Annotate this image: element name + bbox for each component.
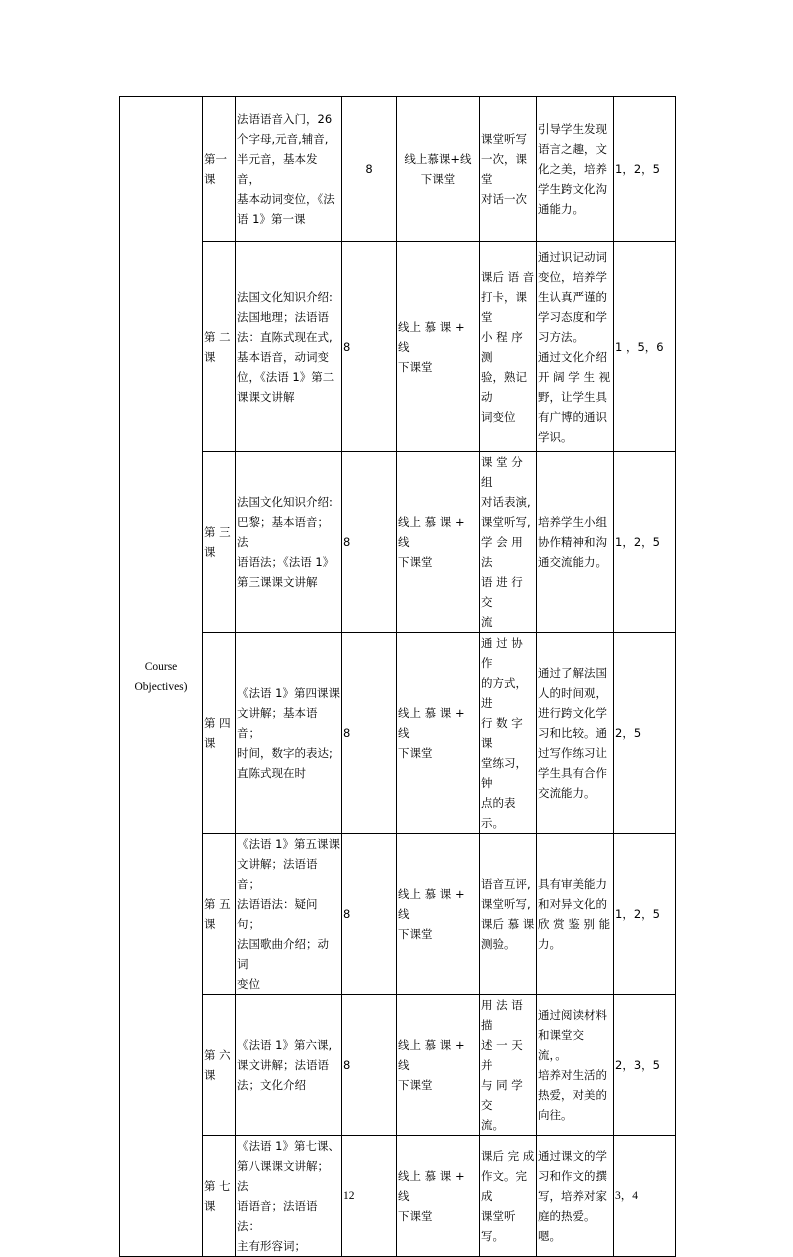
goal-cell-line: 变位，培养学	[538, 269, 607, 284]
goal-cell-line: 通过课文的学	[538, 1149, 607, 1163]
content-cell-line: 语语法；《法语 1》	[237, 555, 335, 569]
assessment-cell-line: 课堂听写,	[481, 515, 531, 529]
assessment-cell-line: 述 一 天 并	[481, 1038, 523, 1072]
assessment-cell	[480, 97, 537, 242]
goal-cell-line: 培养学生小组	[538, 515, 607, 529]
goal-cell-line: 过写作练习让	[538, 746, 607, 760]
goal-cell-line: 通过了解法国	[538, 666, 607, 680]
method-cell-line: 线上慕课+线	[404, 152, 472, 166]
goal-cell-line: 学习态度和学	[538, 309, 607, 324]
hours-cell: 8	[342, 242, 397, 452]
goal-cell-line: 化之美，培养	[538, 162, 607, 176]
content-cell	[236, 452, 342, 633]
goal-cell	[537, 633, 614, 834]
goal-cell-line: 通能力。	[538, 202, 584, 216]
method-cell	[397, 834, 480, 995]
hours-cell: 12	[342, 1136, 397, 1257]
course-schedule-table	[119, 96, 676, 1257]
goal-cell	[537, 995, 614, 1136]
content-cell-line: 法；文化介绍	[237, 1078, 306, 1092]
goal-cell	[537, 242, 614, 452]
table-row	[120, 633, 676, 834]
assessment-cell-line: 课 堂 分 组	[481, 455, 523, 489]
content-cell	[236, 97, 342, 242]
assessment-cell-line: 测验。	[481, 937, 516, 951]
method-cell-line: 线上 慕 课 + 线	[398, 1038, 465, 1072]
goal-cell-line: 向往。	[538, 1108, 573, 1122]
content-cell-line: 课文讲解；法语语	[237, 1058, 329, 1072]
goal-cell-line: 和课堂交流，。	[538, 1028, 584, 1062]
assessment-cell	[480, 834, 537, 995]
content-cell-line: 文讲解；法语语音；	[237, 857, 318, 891]
content-cell-line: 半元音，基本发音，	[237, 152, 318, 186]
goal-cell-line: 野，让学生具	[538, 389, 607, 404]
method-cell-line: 下课堂	[398, 746, 433, 760]
content-cell-line: 法语语音入门，26	[237, 112, 333, 126]
content-cell-line: 《法语 1》第五课课	[237, 837, 340, 851]
lesson-cell	[203, 834, 236, 995]
table-row	[120, 242, 676, 452]
goal-cell-line: 进行跨文化学	[538, 706, 607, 720]
content-cell-line: 位，《法语 1》第二	[237, 369, 335, 384]
assessment-cell-line: 小 程 序 测	[481, 329, 523, 364]
content-cell-line: 第八课课文讲解；法	[237, 1159, 329, 1193]
assessment-cell-line: 课堂听写,	[481, 897, 531, 911]
method-cell-line: 下课堂	[398, 359, 433, 374]
content-cell-line: 语语音；法语语法：	[237, 1199, 318, 1233]
objectives-header-line: Course	[144, 660, 178, 673]
content-cell-line: 法：直陈式现在式,	[237, 329, 333, 344]
method-cell-line: 线上 慕 课 + 线	[398, 706, 465, 740]
assessment-cell-line: 堂练习，钟	[481, 756, 527, 790]
lesson-cell-line: 第 二	[204, 329, 231, 344]
content-cell-line: 时间，数字的表达;	[237, 746, 333, 760]
content-cell	[236, 242, 342, 452]
lesson-cell-line: 课	[204, 736, 216, 750]
assessment-cell	[480, 452, 537, 633]
goal-cell-line: 热爱，对美的	[538, 1088, 607, 1102]
targets-cell: 2，3，5	[614, 995, 676, 1136]
assessment-cell	[480, 633, 537, 834]
assessment-cell-line: 课堂听写	[481, 132, 527, 146]
targets-cell: 2，5	[614, 633, 676, 834]
lesson-cell	[203, 995, 236, 1136]
content-cell-line: 文讲解；基本语音；	[237, 706, 318, 740]
content-cell-line: 法语语法：疑问句；	[237, 897, 318, 931]
lesson-cell-line: 第一	[204, 152, 227, 166]
assessment-cell-line: 语 进 行 交	[481, 575, 523, 609]
hours-cell: 8	[342, 97, 397, 242]
method-cell-line: 下课堂	[398, 927, 433, 941]
goal-cell-line: 力。	[538, 937, 561, 951]
assessment-cell-line: 行 数 字 课	[481, 716, 523, 750]
method-cell-line: 下课堂	[398, 555, 433, 569]
method-cell-line: 线上 慕 课 + 线	[398, 319, 465, 354]
lesson-cell	[203, 1136, 236, 1257]
goal-cell-line: 协作精神和沟	[538, 535, 607, 549]
method-cell	[397, 242, 480, 452]
method-cell-line: 下课堂	[420, 172, 456, 186]
table-row	[120, 97, 676, 242]
objectives-header-line: Objectives)	[134, 680, 188, 693]
goal-cell-line: 交流能力。	[538, 786, 596, 800]
assessment-cell-line: 流	[481, 615, 493, 629]
goal-cell-line: 庭的热爱。嗯。	[538, 1209, 596, 1243]
assessment-cell	[480, 1136, 537, 1257]
content-cell-line: 课课文讲解	[237, 389, 295, 404]
lesson-cell-line: 课	[204, 545, 216, 559]
goal-cell-line: 引导学生发现	[538, 122, 607, 136]
content-cell-line: 基本动词变位，《法	[237, 192, 335, 206]
content-cell-line: 《法语 1》第六课,	[237, 1038, 333, 1052]
assessment-cell-line: 的方式，进	[481, 676, 527, 710]
content-cell	[236, 633, 342, 834]
lesson-cell-line: 课	[204, 917, 216, 931]
goal-cell-line: 语言之趣，文	[538, 142, 607, 156]
assessment-cell-line: 词变位	[481, 409, 516, 424]
method-cell-line: 线上 慕 课 + 线	[398, 515, 465, 549]
goal-cell-line: 人的时间观，	[538, 686, 607, 700]
goal-cell-line: 写，培养对家	[538, 1189, 607, 1203]
content-cell-line: 直陈式现在时	[237, 766, 306, 780]
lesson-cell	[203, 633, 236, 834]
content-cell	[236, 1136, 342, 1257]
content-cell-line: 个字母,元音,辅音,	[237, 132, 329, 146]
assessment-cell-line: 对话表演,	[481, 495, 531, 509]
content-cell-line: 基本语音，动词变	[237, 349, 329, 364]
goal-cell	[537, 834, 614, 995]
method-cell-line: 线上 慕 课 + 线	[398, 887, 465, 921]
lesson-cell-line: 第 七	[204, 1179, 231, 1193]
goal-cell-line: 有广博的通识	[538, 409, 607, 424]
assessment-cell-line: 作文。完成	[481, 1169, 527, 1203]
assessment-cell-line: 与 同 学 交	[481, 1078, 523, 1112]
goal-cell-line: 通过识记动词	[538, 249, 607, 264]
content-cell	[236, 834, 342, 995]
table-row	[120, 1136, 676, 1257]
lesson-cell-line: 第 五	[204, 897, 231, 911]
assessment-cell-line: 流。	[481, 1118, 504, 1132]
method-cell-line: 下课堂	[398, 1209, 433, 1223]
content-cell-line: 《法语 1》第四课课	[237, 686, 340, 700]
content-cell	[236, 995, 342, 1136]
goal-cell	[537, 97, 614, 242]
goal-cell-line: 欣 赏 鉴 别 能	[538, 917, 611, 931]
content-cell-line: 《法语 1》第七课、	[237, 1139, 340, 1153]
method-cell-line: 线上 慕 课 + 线	[398, 1169, 465, 1203]
goal-cell-line: 通过阅读材料	[538, 1008, 607, 1022]
targets-cell: 1，2，5	[614, 834, 676, 995]
goal-cell-line: 学识。	[538, 429, 573, 444]
assessment-cell-line: 语音互评,	[481, 877, 531, 891]
goal-cell-line: 培养对生活的	[538, 1068, 607, 1082]
targets-cell: 1，2，5	[614, 97, 676, 242]
goal-cell-line: 具有审美能力	[538, 877, 607, 891]
table-row	[120, 834, 676, 995]
content-cell-line: 法国地理；法语语	[237, 309, 329, 324]
targets-cell: 1，2，5	[614, 452, 676, 633]
assessment-cell-line: 课堂听写。	[481, 1209, 516, 1243]
assessment-cell-line: 打卡，课堂	[481, 289, 527, 324]
goal-cell	[537, 452, 614, 633]
goal-cell-line: 通过文化介绍	[538, 349, 607, 364]
assessment-cell-line: 通 过 协 作	[481, 636, 523, 670]
lesson-cell-line: 第 四	[204, 716, 231, 730]
content-cell-line: 主有形容词；	[237, 1239, 306, 1253]
goal-cell-line: 生认真严谨的	[538, 289, 607, 304]
goal-cell-line: 和对异文化的	[538, 897, 607, 911]
hours-cell: 8	[342, 834, 397, 995]
goal-cell-line: 学生具有合作	[538, 766, 607, 780]
table-row	[120, 452, 676, 633]
lesson-cell-line: 课	[204, 1068, 216, 1082]
method-cell	[397, 452, 480, 633]
assessment-cell	[480, 995, 537, 1136]
assessment-cell-line: 一次，课堂	[481, 152, 527, 186]
goal-cell-line: 通交流能力。	[538, 555, 607, 569]
goal-cell	[537, 1136, 614, 1257]
assessment-cell-line: 验，熟记动	[481, 369, 527, 404]
lesson-cell-line: 第 六	[204, 1048, 231, 1062]
method-cell-line: 下课堂	[398, 1078, 433, 1092]
hours-cell: 8	[342, 995, 397, 1136]
lesson-cell	[203, 97, 236, 242]
content-cell-line: 语 1》第一课	[237, 212, 306, 226]
lesson-cell	[203, 242, 236, 452]
goal-cell-line: 学生跨文化沟	[538, 182, 607, 196]
hours-cell: 8	[342, 452, 397, 633]
assessment-cell-line: 对话一次	[481, 192, 527, 206]
method-cell	[397, 97, 480, 242]
content-cell-line: 巴黎；基本语音；法	[237, 515, 329, 549]
content-cell-line: 法国文化知识介绍:	[237, 495, 333, 509]
assessment-cell-line: 用 法 语 描	[481, 998, 523, 1032]
content-cell-line: 法国文化知识介绍:	[237, 289, 333, 304]
content-cell-line: 第三课课文讲解	[237, 575, 318, 589]
goal-cell-line: 开 阔 学 生 视	[538, 369, 611, 384]
assessment-cell-line: 课后 语 音	[481, 269, 535, 284]
lesson-cell	[203, 452, 236, 633]
table-row	[120, 995, 676, 1136]
targets-cell: 1 ，5，6	[614, 242, 676, 452]
goal-cell-line: 习和比较。通	[538, 726, 607, 740]
hours-cell: 8	[342, 633, 397, 834]
lesson-cell-line: 课	[204, 1199, 216, 1213]
assessment-cell-line: 学 会 用 法	[481, 535, 523, 569]
content-cell-line: 变位	[237, 977, 260, 991]
assessment-cell-line: 课后 慕 课	[481, 917, 535, 931]
objectives-header-cell	[120, 97, 203, 1257]
assessment-cell-line: 点的表示。	[481, 796, 516, 830]
lesson-cell-line: 课	[204, 349, 216, 364]
lesson-cell-line: 课	[204, 172, 216, 186]
assessment-cell	[480, 242, 537, 452]
lesson-cell-line: 第 三	[204, 525, 231, 539]
method-cell	[397, 1136, 480, 1257]
assessment-cell-line: 课后 完 成	[481, 1149, 535, 1163]
targets-cell: 3，4	[614, 1136, 676, 1257]
content-cell-line: 法国歌曲介绍；动词	[237, 937, 329, 971]
method-cell	[397, 995, 480, 1136]
goal-cell-line: 习和作文的撰	[538, 1169, 607, 1183]
method-cell	[397, 633, 480, 834]
goal-cell-line: 习方法。	[538, 329, 584, 344]
